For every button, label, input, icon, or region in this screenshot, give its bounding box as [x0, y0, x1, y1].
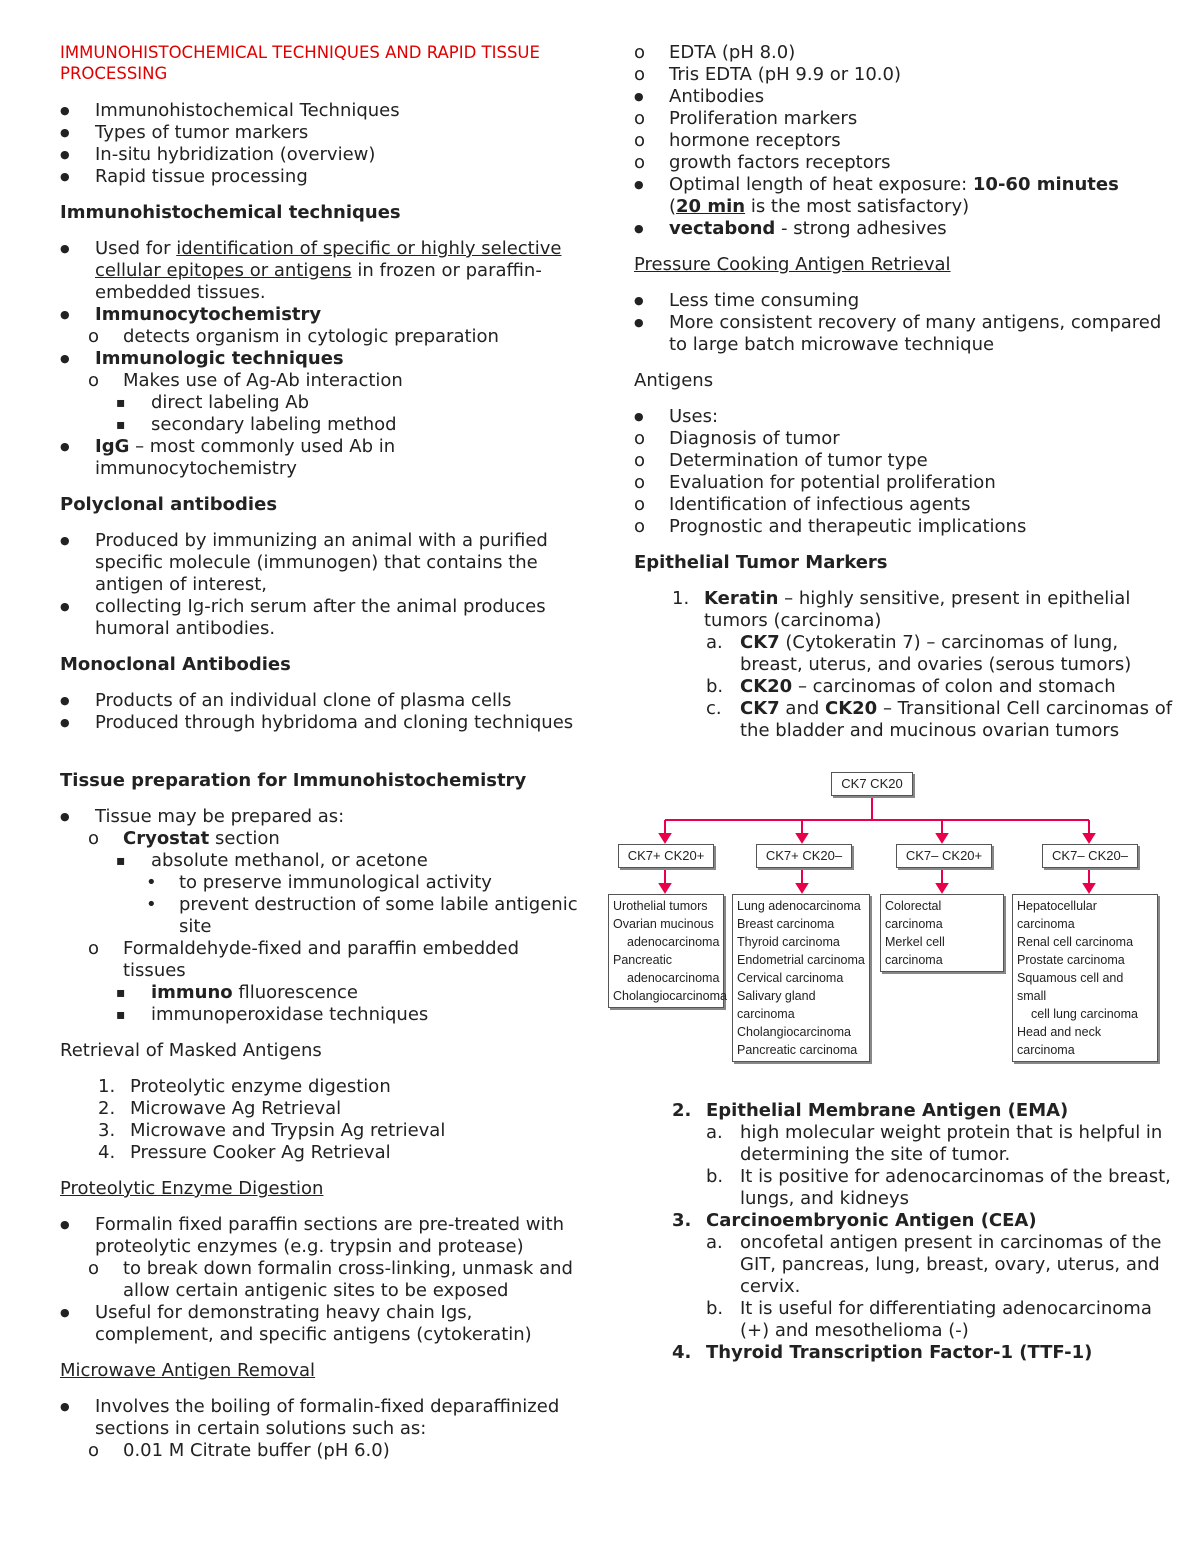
section-heading: Pressure Cooking Antigen Retrieval	[634, 254, 951, 275]
arrow-head	[797, 884, 807, 892]
diagram-item: Pancreatic carcinoma	[737, 1043, 858, 1057]
ihc-list	[60, 238, 580, 326]
arrow-head	[937, 884, 947, 892]
list-item: 3. Microwave and Trypsin Ag retrieval	[98, 1120, 446, 1141]
branch-label-box: CK7+ CK20+	[618, 844, 714, 868]
list-item: ● Immunocytochemistry	[60, 304, 580, 326]
arrow-head	[1084, 884, 1094, 892]
list-item: 1. Proteolytic enzyme digestion	[98, 1076, 391, 1097]
section-heading: Polyclonal antibodies	[60, 494, 278, 515]
section-heading: Epithelial Tumor Markers	[634, 552, 888, 573]
section-heading: Proteolytic Enzyme Digestion	[60, 1178, 324, 1199]
list-item: o detects organism in cytologic preparation	[60, 326, 580, 348]
section-heading: Microwave Antigen Removal	[60, 1360, 316, 1381]
list-item: • to preserve immunological activity	[60, 872, 580, 894]
diagram-item: Endometrial carcinoma	[737, 953, 865, 967]
diagram-item: Merkel cell carcinoma	[885, 935, 945, 967]
list-item: 2. Epithelial Membrane Antigen (EMA)	[672, 1100, 1069, 1121]
list-item: ● Optimal length of heat exposure: 10-60 minutes (20 min is the most satisfactory)	[634, 174, 1174, 218]
diagram-item: Renal cell carcinoma	[1017, 935, 1134, 949]
branch-label-box: CK7+ CK20–	[756, 844, 852, 868]
list-item: ● Products of an individual clone of plasma cells	[60, 690, 580, 712]
branch-label-box: CK7– CK20–	[1042, 844, 1138, 868]
list-item: o Formaldehyde-fixed and paraffin embedded tissues	[60, 938, 580, 982]
section-heading: Antigens	[634, 370, 714, 391]
list-item: a. CK7 (Cytokeratin 7) – carcinomas of lung, breast, uterus, and ovaries (serous tumors)	[706, 632, 1132, 675]
list-item: o to break down formalin cross-linking, unmask and allow certain antigenic sites to be exposed	[60, 1258, 580, 1302]
diagram-item: Cervical carcinoma	[737, 971, 844, 985]
diagram-item: Hepatocellular carcinoma	[1017, 899, 1097, 931]
branch-label-box: CK7– CK20+	[896, 844, 992, 868]
list-item: ● Rapid tissue processing	[60, 166, 580, 188]
section-heading: Retrieval of Masked Antigens	[60, 1040, 322, 1061]
arrow-head	[660, 834, 670, 842]
diagram-item: Pancreatic	[613, 953, 673, 967]
list-item: a. high molecular weight protein that is helpful in determining the site of tumor.	[706, 1122, 1163, 1165]
list-item: ● Less time consuming	[634, 290, 1174, 312]
diagram-item: Breast carcinoma	[737, 917, 835, 931]
list-item: ● Types of tumor markers	[60, 122, 580, 144]
list-item: ▪ immunoperoxidase techniques	[60, 1004, 580, 1026]
arrow-head	[660, 884, 670, 892]
list-item: 2. Microwave Ag Retrieval	[98, 1098, 342, 1119]
branch-items-box	[732, 894, 870, 1062]
branch-items-box	[608, 894, 727, 1008]
list-item: ● Immunologic techniques	[60, 348, 580, 370]
list-item: o EDTA (pH 8.0)	[606, 42, 1174, 64]
list-item: o Makes use of Ag-Ab interaction	[60, 370, 580, 392]
list-item: b. CK20 – carcinomas of colon and stomach	[706, 676, 1116, 697]
section-heading: Tissue preparation for Immunohistochemistry	[60, 770, 527, 791]
list-item: ● Used for identification of specific or highly selective cellular epitopes or antigens in frozen or paraffin-embedded tissues.	[60, 238, 580, 304]
list-item: o Determination of tumor type	[606, 450, 1174, 472]
list-item: c. CK7 and CK20 – Transitional Cell carcinomas of the bladder and mucinous ovarian tumors	[706, 698, 1173, 741]
list-item: o Tris EDTA (pH 9.9 or 10.0)	[606, 64, 1174, 86]
list-item: ● collecting Ig-rich serum after the animal produces humoral antibodies.	[60, 596, 580, 640]
diagram-item: Cholangiocarcinoma	[737, 1025, 851, 1039]
list-item: b. It is positive for adenocarcinomas of the breast, lungs, and kidneys	[706, 1166, 1171, 1209]
list-item: ● Uses:	[634, 406, 1174, 428]
diagram-item: Prostate carcinoma	[1017, 953, 1125, 967]
list-item: o Evaluation for potential proliferation	[606, 472, 1174, 494]
list-item: o Prognostic and therapeutic implications	[606, 516, 1174, 538]
diagram-item: cell lung carcinoma	[1031, 1007, 1138, 1021]
section-heading: Immunohistochemical techniques	[60, 202, 401, 223]
list-item: o hormone receptors	[606, 130, 1174, 152]
list-item: 4. Pressure Cooker Ag Retrieval	[98, 1142, 391, 1163]
diagram-root-box: CK7 CK20	[831, 772, 913, 796]
ck7-ck20-diagram	[606, 770, 1166, 1070]
right-column	[613, 42, 1174, 1364]
list-item: ● Useful for demonstrating heavy chain Igs, complement, and specific antigens (cytokeratin)	[60, 1302, 580, 1346]
diagram-item: Squamous cell and small	[1017, 971, 1124, 1003]
arrow-head	[1084, 834, 1094, 842]
list-item: a. oncofetal antigen present in carcinomas of the GIT, pancreas, lung, breast, ovary, uterus, and cervix.	[706, 1232, 1162, 1297]
list-item: o Identification of infectious agents	[606, 494, 1174, 516]
list-item: o growth factors receptors	[606, 152, 1174, 174]
branch-items-box	[1012, 894, 1158, 1062]
list-item: 4. Thyroid Transcription Factor-1 (TTF-1)	[672, 1342, 1093, 1363]
arrow-head	[937, 834, 947, 842]
list-item: o Cryostat section	[60, 828, 580, 850]
branch-items-box	[880, 894, 1004, 972]
list-item: ▪ absolute methanol, or acetone	[60, 850, 580, 872]
document-title: IMMUNOHISTOCHEMICAL TECHNIQUES AND RAPID TISSUE PROCESSING	[60, 43, 540, 83]
list-item: ● Produced by immunizing an animal with a purified specific molecule (immunogen) that contains the antigen of interest,	[60, 530, 580, 596]
list-item: ● Antibodies	[634, 86, 1174, 108]
list-item: o 0.01 M Citrate buffer (pH 6.0)	[60, 1440, 580, 1462]
left-column	[60, 42, 580, 1462]
list-item: 3. Carcinoembryonic Antigen (CEA)	[672, 1210, 1037, 1231]
list-item: ▪ immuno flluorescence	[60, 982, 580, 1004]
list-item: ● Tissue may be prepared as:	[60, 806, 580, 828]
diagram-item: adenocarcinoma	[627, 935, 720, 949]
list-item: • prevent destruction of some labile antigenic site	[60, 894, 580, 938]
diagram-item: Ovarian mucinous	[613, 917, 714, 931]
diagram-item: Head and neck carcinoma	[1017, 1025, 1102, 1057]
diagram-item: Salivary gland carcinoma	[737, 989, 816, 1021]
list-item: b. It is useful for differentiating adenocarcinoma (+) and mesothelioma (-)	[706, 1298, 1152, 1341]
list-item: ● IgG – most commonly used Ab in immunocytochemistry	[60, 436, 580, 480]
arrow-head	[797, 834, 807, 842]
list-item: ● Immunohistochemical Techniques	[60, 100, 580, 122]
diagram-item: Cholangiocarcinoma	[613, 989, 727, 1003]
list-item: ● Produced through hybridoma and cloning techniques	[60, 712, 580, 734]
diagram-item: Lung adenocarcinoma	[737, 899, 861, 913]
list-item: 1. Keratin – highly sensitive, present in epithelial tumors (carcinoma)	[672, 588, 1131, 631]
list-item: ● vectabond - strong adhesives	[634, 218, 1174, 240]
list-item: ● Formalin fixed paraffin sections are pre-treated with proteolytic enzymes (e.g. trypsin and protease)	[60, 1214, 580, 1258]
diagram-item: Colorectal carcinoma	[885, 899, 943, 931]
list-item: ● Involves the boiling of formalin-fixed deparaffinized sections in certain solutions such as:	[60, 1396, 580, 1440]
diagram-item: Thyroid carcinoma	[737, 935, 840, 949]
list-item: ▪ secondary labeling method	[60, 414, 580, 436]
list-item: ● In-situ hybridization (overview)	[60, 144, 580, 166]
section-heading: Monoclonal Antibodies	[60, 654, 291, 675]
list-item: ▪ direct labeling Ab	[60, 392, 580, 414]
toc-list	[60, 100, 580, 188]
list-item: ● More consistent recovery of many antigens, compared to large batch microwave technique	[634, 312, 1174, 356]
diagram-item: adenocarcinoma	[627, 971, 720, 985]
list-item: o Diagnosis of tumor	[606, 428, 1174, 450]
list-item: o Proliferation markers	[606, 108, 1174, 130]
diagram-item: Urothelial tumors	[613, 899, 708, 913]
